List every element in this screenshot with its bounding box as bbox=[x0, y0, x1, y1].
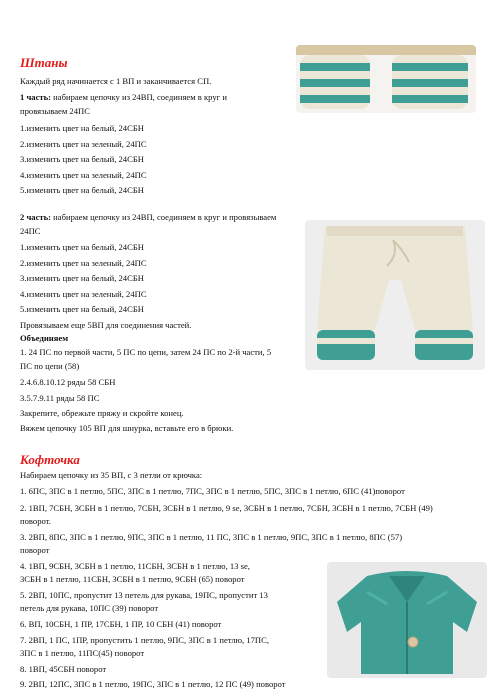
pants-part1-step: 2.изменить цвет на зеленый, 24ПС bbox=[20, 139, 147, 149]
pants-intro: Каждый ряд начинается с 1 ВП и заканчивается СП. bbox=[20, 76, 212, 86]
pants-part2-line-a bbox=[20, 212, 276, 223]
jacket-row-3b: поворот bbox=[20, 545, 50, 555]
pants-part2-text-a: набираем цепочку из 24ВП, соединяем в круг и провязываем bbox=[51, 212, 277, 222]
pants-heading: Штаны bbox=[20, 55, 68, 70]
pants-join-label-text: Объединяем bbox=[20, 333, 69, 343]
pants-part2-step: 2.изменить цвет на зеленый, 24ПС bbox=[20, 258, 147, 268]
pants-part1-step: 5.изменить цвет на белый, 24СБН bbox=[20, 185, 144, 195]
pants-cord: Вяжем цепочку 105 ВП для шнурка, вставьте его в брюки. bbox=[20, 423, 234, 433]
jacket-intro: Набираем цепочку из 35 ВП, с 3 петли от крючка: bbox=[20, 470, 203, 480]
pants-finish: Закрепите, обрежьте пряжу и скройте конец. bbox=[20, 408, 184, 418]
pants-part1-label: 1 часть: bbox=[20, 92, 52, 102]
pants-part2-step: 4.изменить цвет на зеленый, 24ПС bbox=[20, 289, 147, 299]
jacket-row-2b: поворот. bbox=[20, 516, 51, 526]
pants-part2-step: 3.изменить цвет на белый, 24СБН bbox=[20, 273, 144, 283]
pants-rows-even: 2.4.6.8.10.12 ряды 58 СБН bbox=[20, 377, 116, 387]
pants-join-b: ПС по цепи (58) bbox=[20, 361, 80, 371]
pants-finished-photo bbox=[305, 220, 485, 370]
pants-part1-line-b: провязываем 24ПС bbox=[20, 106, 90, 116]
pants-legs-photo bbox=[296, 45, 476, 113]
jacket-heading: Кофточка bbox=[20, 452, 80, 467]
pants-part1-step: 3.изменить цвет на белый, 24СБН bbox=[20, 154, 144, 164]
jacket-row-1: 1. 6ПС, 3ПС в 1 петлю, 5ПС, 3ПС в 1 петлю, 7ПС, 3ПС в 1 петлю, 5ПС, 3ПС в 1 петлю, 6ПС (41)поворот bbox=[20, 486, 405, 496]
jacket-row-5b: петель для рукава, 10ПС (39) поворот bbox=[20, 603, 159, 613]
jacket-row-7a: 7. 2ВП, 1 ПС, 1ПР, пропустить 1 петлю, 9ПС, 3ПС в 1 петлю, 17ПС, bbox=[20, 635, 270, 645]
pants-rows-odd: 3.5.7.9.11 ряды 58 ПС bbox=[20, 393, 100, 403]
jacket-row-4a: 4. 1ВП, 9СБН, 3СБН в 1 петлю, 11СБН, 3СБН в 1 петлю, 13 se, bbox=[20, 561, 250, 571]
pants-part1-step: 1.изменить цвет на белый, 24СБН bbox=[20, 123, 144, 133]
pants-part1-line-a bbox=[20, 92, 227, 103]
jacket-row-4b: 3СБН в 1 петлю, 11СБН, 3СБН в 1 петлю, 9СБН (65) поворот bbox=[20, 574, 245, 584]
jacket-row-8: 8. 1ВП, 45СБН поворот bbox=[20, 664, 107, 674]
pants-part2-step: 1.изменить цвет на белый, 24СБН bbox=[20, 242, 144, 252]
jacket-row-9: 9. 2ВП, 12ПС, 3ПС в 1 петлю, 19ПС, 3ПС в 1 петлю, 12 ПС (49) поворот bbox=[20, 679, 286, 689]
jacket-row-3a: 3. 2ВП, 8ПС, 3ПС в 1 петлю, 9ПС, 3ПС в 1 петлю, 11 ПС, 3ПС в 1 петлю, 9ПС, 3ПС в 1 петлю, 8ПС (57) bbox=[20, 532, 403, 542]
jacket-row-5a: 5. 2ВП, 10ПС, пропустит 13 петель для рукава, 19ПС, пропустит 13 bbox=[20, 590, 268, 600]
pants-join-label bbox=[20, 333, 68, 344]
jacket-row-2a: 2. 1ВП, 7СБН, 3СБН в 1 петлю, 7СБН, 3СБН в 1 петлю, 9 se, 3СБН в 1 петлю, 7СБН, 3СБН в 1 петлю, 7СБН (49) bbox=[20, 503, 433, 513]
jacket-photo bbox=[327, 562, 487, 678]
pants-join-a: 1. 24 ПС по первой части, 5 ПС по цепи, затем 24 ПС по 2-й части, 5 bbox=[20, 347, 272, 357]
jacket-row-7b: 3ПС в 1 петлю, 11ПС(45) поворот bbox=[20, 648, 145, 658]
pants-part1-text-a: набираем цепочку из 24ВП, соединяем в круг и bbox=[51, 92, 227, 102]
pants-part2-step: 5.изменить цвет на белый, 24СБН bbox=[20, 304, 144, 314]
pants-part2-line-b: 24ПС bbox=[20, 226, 41, 236]
pants-part1-step: 4.изменить цвет на зеленый, 24ПС bbox=[20, 170, 147, 180]
jacket-row-6: 6. ВП, 10СБН, 1 ПР, 17СБН, 1 ПР, 10 СБН (41) поворот bbox=[20, 619, 222, 629]
pants-part2-label: 2 часть: bbox=[20, 212, 52, 222]
pants-extra: Провязываем еще 5ВП для соединения частей. bbox=[20, 320, 192, 330]
